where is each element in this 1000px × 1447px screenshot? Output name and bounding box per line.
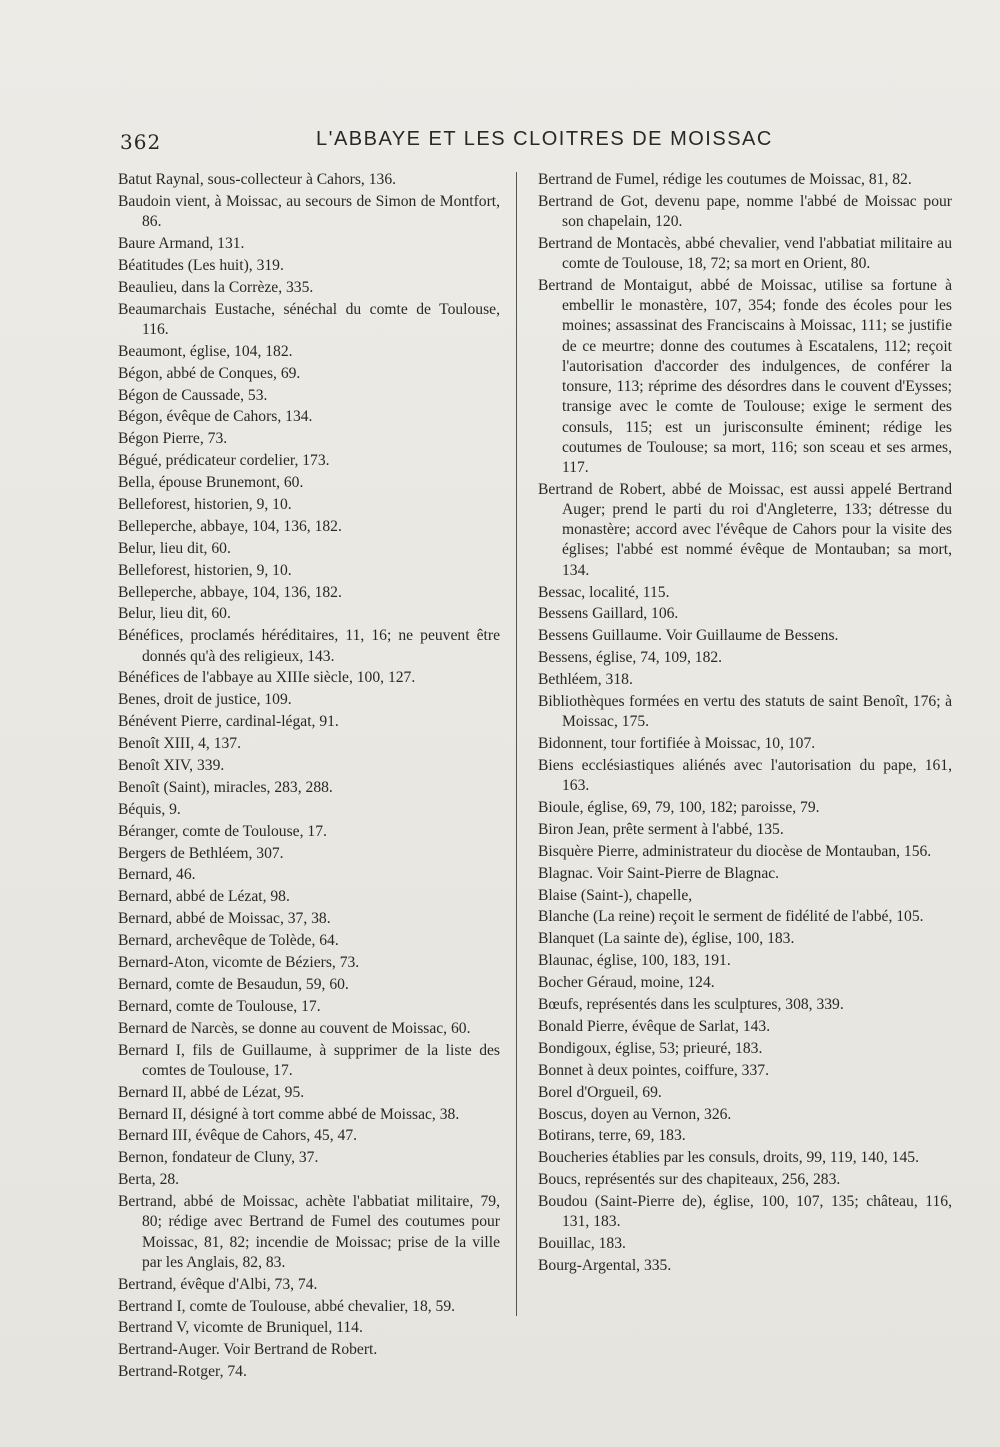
index-entry: Béranger, comte de Toulouse, 17. (118, 822, 327, 840)
index-entry: Benoît (Saint), miracles, 283, 288. (118, 778, 333, 796)
index-entry: Bernard, abbé de Moissac, 37, 38. (118, 910, 331, 928)
index-entry: Bernard I, fils de Guillaume, à supprimer de la liste des comtes de Toulouse, 17. (118, 1041, 500, 1079)
page-header (120, 128, 950, 158)
index-entry: Bégon, abbé de Conques, 69. (118, 364, 301, 382)
index-entry: Bertrand V, vicomte de Bruniquel, 114. (118, 1319, 363, 1337)
index-entry: Bernard, comte de Besaudun, 59, 60. (118, 975, 349, 993)
index-entry: Bocher Géraud, moine, 124. (538, 974, 715, 992)
index-entry: Belleforest, historien, 9, 10. (118, 561, 292, 579)
index-entry: Bégon, évêque de Cahors, 134. (118, 408, 313, 426)
index-entry: Blagnac. Voir Saint-Pierre de Blagnac. (538, 864, 780, 882)
index-entry: Bertrand I, comte de Toulouse, abbé chevalier, 18, 59. (118, 1297, 456, 1315)
index-entry: Benoît XIII, 4, 137. (118, 735, 241, 753)
index-entry: Bernard, 46. (118, 866, 196, 884)
index-entry: Bioule, église, 69, 79, 100, 182; paroisse, 79. (538, 799, 820, 817)
index-entry: Blanquet (La sainte de), église, 100, 183. (538, 930, 795, 948)
index-entry: Batut Raynal, sous-collecteur à Cahors, 136. (118, 171, 397, 188)
index-entry: Borel d'Orgueil, 69. (538, 1083, 662, 1101)
index-entry: Bergers de Bethléem, 307. (118, 844, 284, 862)
index-entry: Bethléem, 318. (538, 671, 633, 689)
index-entry: Baudoin vient, à Moissac, au secours de Simon de Montfort, 86. (118, 192, 500, 231)
index-entry: Bertrand, évêque d'Albi, 73, 74. (118, 1275, 318, 1293)
index-entry: Boudou (Saint-Pierre de), église, 100, 107, 135; château, 116, 131, 183. (538, 1193, 952, 1231)
index-entry: Bertrand de Montacès, abbé chevalier, vend l'abbatiat militaire au comte de Toulouse, 18, 72; sa mort en Orient, 80. (538, 234, 952, 273)
index-entry: Bégon de Caussade, 53. (118, 386, 268, 404)
index-entry: Bertrand de Montaigut, abbé de Moissac, utilise sa fortune à embellir le monastère, 107, 354; fonde des écoles pour les moines; assassinat des Franciscains à Moissac, 111; se justifie de ce meurtre; donne des coutumes à Escatalens, 112; reçoit l'autorisation d'accorder des indulgences, de conférer la tonsure, 113; réprime des désordres dans le couvent d'Eysses; transige avec le comte de Toulouse; exige le serment des consuls, 115; est un jurisconsulte éminent; rédige les coutumes de Toulouse; sa mort, 116; son sceau et ses armes, 117. (538, 277, 952, 476)
index-entry: Bibliothèques formées en vertu des statuts de saint Benoît, 176; à Moissac, 175. (538, 692, 952, 731)
index-entry: Beaumont, église, 104, 182. (118, 342, 293, 360)
index-entry: Béatitudes (Les huit), 319. (118, 256, 284, 274)
index-entry: Bertrand, abbé de Moissac, achète l'abbatiat militaire, 79, 80; rédige avec Bertrand de Fumel des coutumes pour Moissac, 81, 82; incendie de Moissac; prise de la ville par les Anglais, 82, 83. (118, 1193, 500, 1271)
index-entry: Bertrand de Robert, abbé de Moissac, est aussi appelé Bertrand Auger; prend le parti du roi d'Angleterre, 133; détresse du monastère; accord avec l'évêque de Cahors pour la visite des églises; l'abbé est nommé évêque de Montauban; sa mort, 134. (538, 480, 952, 579)
index-entry: Baure Armand, 131. (118, 234, 245, 252)
index-entry: Bénévent Pierre, cardinal-légat, 91. (118, 713, 339, 731)
index-entry: Bertrand de Fumel, rédige les coutumes de Moissac, 81, 82. (538, 171, 912, 188)
index-entry: Bouillac, 183. (538, 1235, 626, 1253)
index-entry: Bessens Gaillard, 106. (538, 605, 679, 623)
index-entry: Bernon, fondateur de Cluny, 37. (118, 1149, 319, 1167)
index-entry: Bonald Pierre, évêque de Sarlat, 143. (538, 1017, 771, 1035)
index-entry: Blaunac, église, 100, 183, 191. (538, 952, 731, 970)
index-entry: Boscus, doyen au Vernon, 326. (538, 1105, 732, 1123)
index-entry: Béquis, 9. (118, 800, 181, 818)
index-entry: Bessens, église, 74, 109, 182. (538, 649, 723, 667)
index-entry: Bidonnent, tour fortifiée à Moissac, 10, 107. (538, 735, 816, 753)
index-entry: Bénéfices de l'abbaye au XIIIe siècle, 100, 127. (118, 669, 416, 687)
index-entry: Bella, épouse Brunemont, 60. (118, 474, 304, 492)
index-entry: Bœufs, représentés dans les sculptures, 308, 339. (538, 996, 844, 1014)
index-entry: Botirans, terre, 69, 183. (538, 1127, 686, 1145)
index-column-left (118, 170, 500, 1384)
index-entry: Bertrand de Got, devenu pape, nomme l'abbé de Moissac pour son chapelain, 120. (538, 192, 952, 231)
index-entry: Benoît XIV, 339. (118, 756, 225, 774)
index-entry: Bonnet à deux pointes, coiffure, 337. (538, 1061, 769, 1079)
index-entry: Bernard, comte de Toulouse, 17. (118, 997, 321, 1015)
index-entry: Bondigoux, église, 53; prieuré, 183. (538, 1039, 763, 1057)
index-entry: Bégon Pierre, 73. (118, 430, 228, 448)
index-entry: Belur, lieu dit, 60. (118, 539, 231, 557)
index-entry: Biron Jean, prête serment à l'abbé, 135. (538, 820, 784, 838)
index-entry: Bernard III, évêque de Cahors, 45, 47. (118, 1127, 358, 1145)
index-entry: Beaulieu, dans la Corrèze, 335. (118, 278, 314, 296)
index-entry: Bernard, abbé de Lézat, 98. (118, 888, 290, 906)
column-divider (516, 172, 517, 1316)
index-entry: Benes, droit de justice, 109. (118, 691, 292, 709)
index-entry: Bourg-Argental, 335. (538, 1257, 672, 1275)
index-entry: Bénéfices, proclamés héréditaires, 11, 16; ne peuvent être donnés qu'à des religieux, 143. (118, 627, 500, 665)
index-entry: Bertrand-Auger. Voir Bertrand de Robert. (118, 1341, 378, 1359)
index-entry: Blanche (La reine) reçoit le serment de fidélité de l'abbé, 105. (538, 908, 924, 926)
index-entry: Boucheries établies par les consuls, droits, 99, 119, 140, 145. (538, 1149, 919, 1167)
index-entry: Blaise (Saint-), chapelle, (538, 886, 693, 904)
index-entry: Biens ecclésiastiques aliénés avec l'autorisation du pape, 161, 163. (538, 756, 952, 795)
index-entry: Boucs, représentés sur des chapiteaux, 256, 283. (538, 1171, 841, 1189)
index-entry: Bessens Guillaume. Voir Guillaume de Bessens. (538, 627, 839, 645)
index-entry: Berta, 28. (118, 1171, 180, 1189)
index-entry: Bernard de Narcès, se donne au couvent de Moissac, 60. (118, 1019, 471, 1037)
running-title: L'ABBAYE ET LES CLOITRES DE MOISSAC (316, 128, 773, 150)
index-column-right (538, 170, 952, 1278)
index-entry: Bisquère Pierre, administrateur du diocèse de Montauban, 156. (538, 842, 932, 860)
index-entry: Bégué, prédicateur cordelier, 173. (118, 452, 330, 470)
page-number: 362 (120, 130, 162, 154)
index-entry: Bessac, localité, 115. (538, 583, 670, 601)
index-entry: Bernard II, désigné à tort comme abbé de Moissac, 38. (118, 1105, 460, 1123)
index-entry: Belur, lieu dit, 60. (118, 605, 231, 623)
index-entry: Belleperche, abbaye, 104, 136, 182. (118, 517, 342, 535)
index-entry: Bertrand-Rotger, 74. (118, 1363, 247, 1381)
index-entry: Beaumarchais Eustache, sénéchal du comte de Toulouse, 116. (118, 300, 500, 338)
index-entry: Bernard-Aton, vicomte de Béziers, 73. (118, 954, 360, 971)
index-entry: Bernard, archevêque de Tolède, 64. (118, 932, 339, 950)
index-entry: Bernard II, abbé de Lézat, 95. (118, 1083, 305, 1101)
index-entry: Belleforest, historien, 9, 10. (118, 495, 292, 513)
index-entry: Belleperche, abbaye, 104, 136, 182. (118, 583, 342, 601)
